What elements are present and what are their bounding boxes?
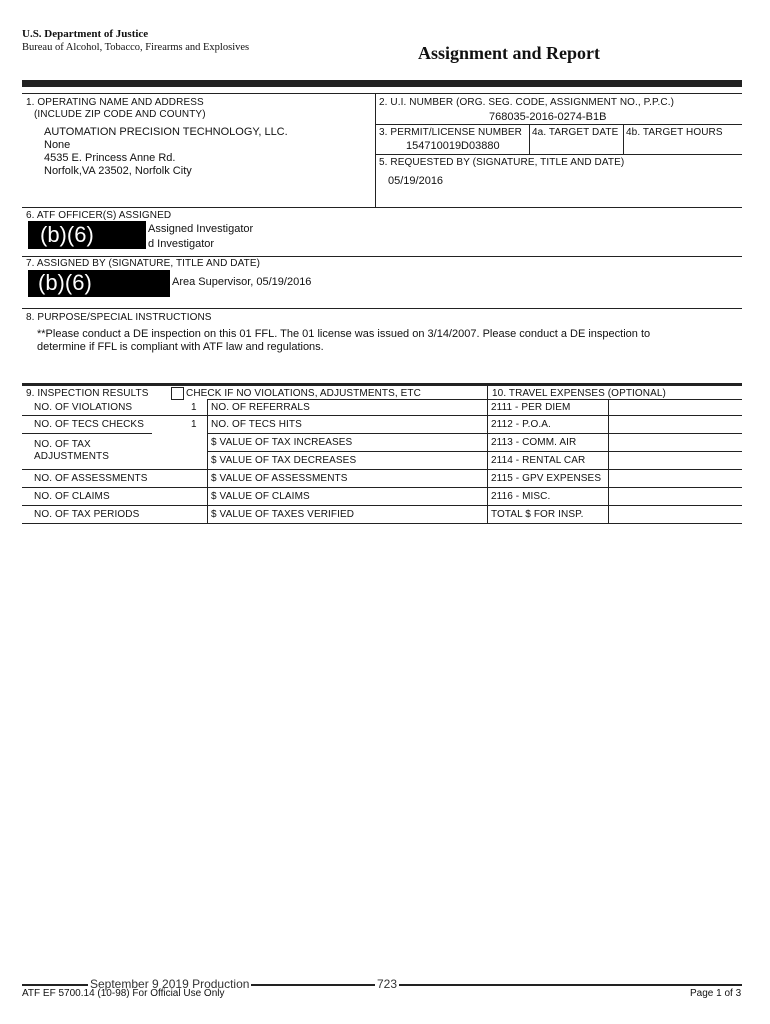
- divider: [22, 415, 742, 416]
- divider: [22, 256, 742, 257]
- divider: [375, 154, 742, 155]
- department-name: U.S. Department of Justice: [22, 28, 149, 40]
- mid-row-label: $ VALUE OF CLAIMS: [211, 491, 310, 502]
- target-date-label: 4a. TARGET DATE: [532, 127, 619, 138]
- divider: [22, 207, 742, 208]
- licensee-dba: None: [44, 139, 71, 151]
- no-violations-checkbox[interactable]: [171, 387, 184, 400]
- divider: [207, 399, 742, 400]
- divider: [22, 433, 152, 434]
- ui-number-value: 768035-2016-0274-B1B: [489, 111, 607, 123]
- left-row-label: NO. OF CLAIMS: [34, 491, 110, 502]
- officer-line-1: Assigned Investigator: [148, 223, 254, 235]
- expense-row-label: 2115 - GPV EXPENSES: [491, 473, 602, 484]
- mid-row-label: NO. OF REFERRALS: [211, 402, 310, 413]
- left-row-value: 1: [191, 419, 197, 430]
- operating-name-label: 1. OPERATING NAME AND ADDRESS: [26, 97, 204, 108]
- production-stamp: September 9 2019 Production: [90, 977, 250, 991]
- operating-name-sublabel: (INCLUDE ZIP CODE AND COUNTY): [34, 109, 206, 120]
- divider: [22, 505, 742, 506]
- header-rule: [22, 80, 742, 87]
- mid-row-label: NO. OF TECS HITS: [211, 419, 302, 430]
- expense-row-label: 2113 - COMM. AIR: [491, 437, 577, 448]
- assigned-by-value: Area Supervisor, 05/19/2016: [172, 276, 312, 288]
- left-row-label: NO. OF VIOLATIONS: [34, 402, 133, 413]
- form-number: ATF EF 5700.14 (10-98) For Official Use Only: [22, 988, 225, 999]
- divider: [22, 93, 742, 94]
- licensee-city: Norfolk,VA 23502, Norfolk City: [44, 165, 192, 177]
- page-indicator: Page 1 of 3: [690, 988, 742, 999]
- target-hours-label: 4b. TARGET HOURS: [626, 127, 723, 138]
- permit-number-label: 3. PERMIT/LICENSE NUMBER: [379, 127, 522, 138]
- inspection-results-label: 9. INSPECTION RESULTS: [26, 388, 149, 399]
- left-row-label: NO. OF TAX: [34, 439, 91, 450]
- instructions-line-2: determine if FFL is compliant with ATF law and regulations.: [37, 341, 324, 353]
- permit-number-value: 154710019D03880: [406, 140, 500, 152]
- left-row-label: NO. OF TAX PERIODS: [34, 509, 140, 520]
- divider: [487, 386, 488, 523]
- form-title: Assignment and Report: [418, 43, 601, 63]
- left-row-label: NO. OF ASSESSMENTS: [34, 473, 148, 484]
- mid-row-label: $ VALUE OF TAX INCREASES: [211, 437, 353, 448]
- redaction-box: (b)(6): [28, 221, 146, 249]
- section-rule: [22, 383, 742, 386]
- requested-by-label: 5. REQUESTED BY (SIGNATURE, TITLE AND DATE): [379, 157, 625, 168]
- expense-row-label: 2111 - PER DIEM: [491, 402, 571, 413]
- divider: [529, 124, 530, 154]
- mid-row-label: $ VALUE OF ASSESSMENTS: [211, 473, 348, 484]
- assigned-by-label: 7. ASSIGNED BY (SIGNATURE, TITLE AND DATE): [26, 258, 261, 269]
- divider: [22, 308, 742, 309]
- divider: [375, 124, 742, 125]
- bureau-name: Bureau of Alcohol, Tobacco, Firearms and Explosives: [22, 42, 250, 53]
- expense-row-label: 2112 - P.O.A.: [491, 419, 551, 430]
- mid-row-label: $ VALUE OF TAXES VERIFIED: [211, 509, 355, 520]
- mid-row-label: $ VALUE OF TAX DECREASES: [211, 455, 357, 466]
- instructions-line-1: **Please conduct a DE inspection on this 01 FFL. The 01 license was issued on 3/14/2007. Please conduct a DE inspection to: [37, 328, 651, 340]
- left-row-value: 1: [191, 402, 197, 413]
- expense-row-label: 2114 - RENTAL CAR: [491, 455, 586, 466]
- page-stamp: 723: [377, 977, 398, 991]
- redaction-box: (b)(6): [28, 270, 170, 297]
- ui-number-label: 2. U.I. NUMBER (ORG. SEG. CODE, ASSIGNMENT NO., P.P.C.): [379, 97, 675, 108]
- requested-date: 05/19/2016: [388, 175, 444, 187]
- divider: [22, 523, 742, 524]
- divider: [22, 469, 742, 470]
- divider: [22, 487, 742, 488]
- travel-expenses-label: 10. TRAVEL EXPENSES (OPTIONAL): [492, 388, 666, 399]
- divider: [207, 451, 742, 452]
- divider: [623, 124, 624, 154]
- left-row-label-line2: ADJUSTMENTS: [34, 451, 109, 462]
- divider: [207, 433, 742, 434]
- left-row-label: NO. OF TECS CHECKS: [34, 419, 144, 430]
- purpose-label: 8. PURPOSE/SPECIAL INSTRUCTIONS: [26, 312, 212, 323]
- expense-row-label: TOTAL $ FOR INSP.: [491, 509, 584, 520]
- licensee-name: AUTOMATION PRECISION TECHNOLOGY, LLC.: [44, 126, 288, 138]
- officers-assigned-label: 6. ATF OFFICER(S) ASSIGNED: [26, 210, 172, 221]
- officer-line-2: d Investigator: [148, 238, 215, 250]
- licensee-street: 4535 E. Princess Anne Rd.: [44, 152, 176, 164]
- expense-row-label: 2116 - MISC.: [491, 491, 551, 502]
- divider: [375, 93, 376, 207]
- no-violations-label: CHECK IF NO VIOLATIONS, ADJUSTMENTS, ETC: [186, 388, 421, 399]
